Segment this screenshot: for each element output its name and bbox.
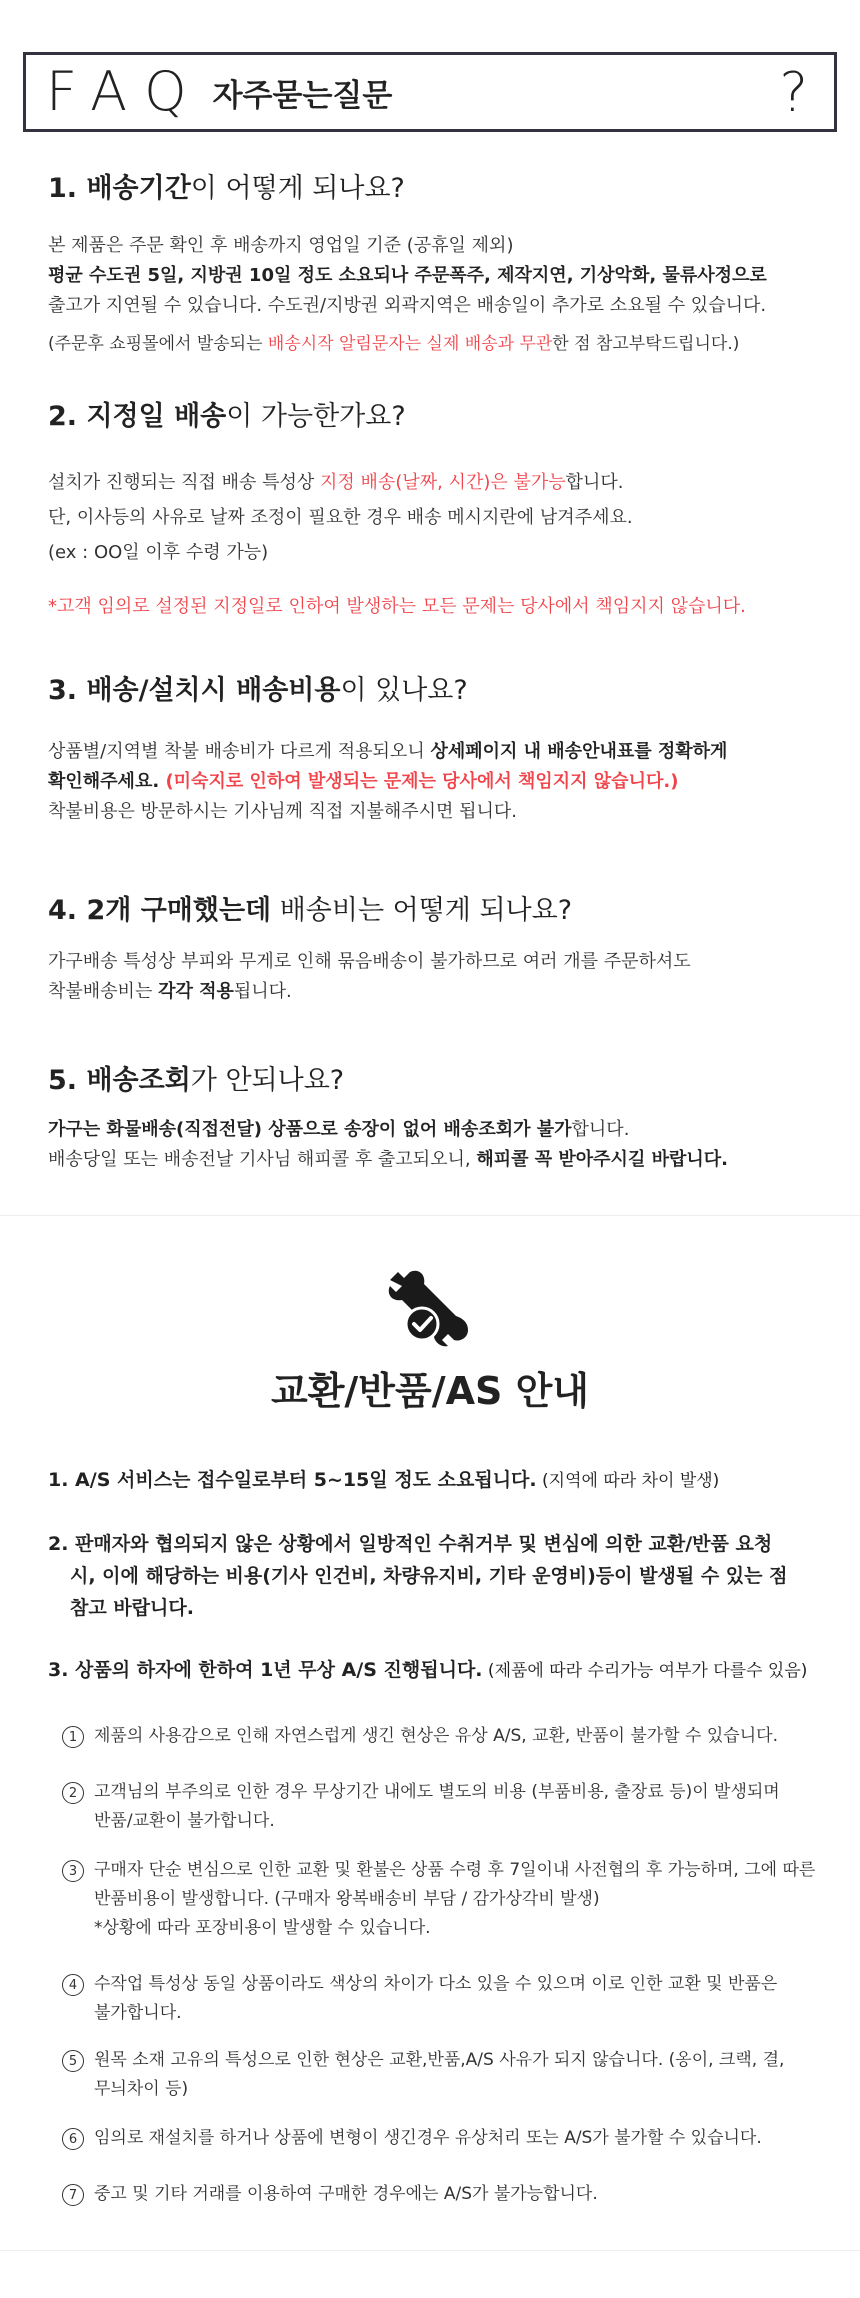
text-run-bold: 해피콜 꼭 받아주시길 바랍니다. — [476, 1149, 728, 1170]
section-title-rest: 이 있나요? — [340, 675, 468, 706]
faq-section-tracking — [48, 1058, 838, 1175]
as-item — [48, 1528, 838, 1624]
as-item — [48, 1464, 838, 1497]
section-line: 가구배송 특성상 부피와 무게로 인해 묶음배송이 불가하므로 여러 개를 주문하셔도 — [48, 951, 691, 972]
section-title-bold: 1. 배송기간 — [48, 173, 191, 204]
section-line — [48, 977, 838, 1007]
circle-number-icon: 7 — [62, 2184, 84, 2206]
section-line — [48, 737, 838, 767]
section-line: 단, 이사등의 사유로 날짜 조정이 필요한 경우 배송 메시지란에 남겨주세요. — [48, 507, 633, 528]
circle-number-icon: 5 — [62, 2050, 84, 2072]
text-run-red: (미숙지로 인하여 발생되는 문제는 당사에서 책임지지 않습니다.) — [159, 771, 679, 792]
text-run-bold: 가구는 화물배송(직접전달) 상품으로 송장이 없어 배송조회가 불가 — [48, 1119, 572, 1140]
as-sub-item — [62, 1778, 842, 1836]
sub-item-line: 원목 소재 고유의 특성으로 인한 현상은 교환,반품,A/S 사유가 되지 않습니다. (옹이, 크랙, 결, — [94, 2050, 785, 2070]
circle-number-icon: 1 — [62, 1726, 84, 1748]
as-item-main: 3. 상품의 하자에 한하여 1년 무상 A/S 진행됩니다. — [48, 1659, 483, 1681]
section-title-rest: 배송비는 어떻게 되나요? — [271, 895, 573, 926]
question-mark-icon: ? — [779, 61, 808, 124]
as-sub-item — [62, 1856, 842, 1943]
sub-item-line: 반품비용이 발생합니다. (구매자 왕복배송비 부담 / 감가상각비 발생) — [94, 1889, 600, 1909]
as-sub-item — [62, 2180, 842, 2209]
section-line — [48, 329, 838, 359]
circle-number-icon: 3 — [62, 1860, 84, 1882]
text-run-bold: 상세페이지 내 배송안내표를 정확하게 — [430, 741, 728, 762]
sub-item-line: 중고 및 기타 거래를 이용하여 구매한 경우에는 A/S가 불가능합니다. — [94, 2184, 598, 2204]
as-sub-item — [62, 2046, 842, 2104]
section-line — [48, 465, 838, 500]
section-title — [48, 888, 838, 927]
section-title — [48, 166, 838, 205]
warning-line: *고객 임의로 설정된 지정일로 인하여 발생하는 모든 문제는 당사에서 책임지지 않습니다. — [48, 596, 746, 617]
circle-number-icon: 2 — [62, 1782, 84, 1804]
wrench-check-icon — [384, 1268, 474, 1348]
sub-item-line: 고객님의 부주의로 인한 경우 무상기간 내에도 별도의 비용 (부품비용, 출장료 등)이 발생되며 — [94, 1782, 780, 1802]
sub-item-line: 불가합니다. — [94, 2003, 182, 2023]
text-run: 배송당일 또는 배송전날 기사님 해피콜 후 출고되오니, — [48, 1149, 477, 1170]
as-item-note: (지역에 따라 차이 발생) — [536, 1471, 720, 1491]
faq-header-box — [23, 52, 837, 132]
text-run: (주문후 쇼핑몰에서 발송되는 — [48, 334, 268, 354]
text-run: 평균 수도권 5일, 지방권 10일 정도 소요되나 주문폭주, 제작지연, 기상악화, 물류사정으로 — [48, 265, 767, 286]
text-run: 됩니다. — [233, 981, 292, 1002]
as-item-note: (제품에 따라 수리가능 여부가 다를수 있음) — [482, 1661, 808, 1681]
section-line — [48, 767, 838, 797]
text-run-bold: 각각 적용 — [158, 981, 234, 1002]
faq-subtitle: 자주묻는질문 — [212, 77, 393, 114]
text-run-red: 배송시작 알림문자는 실제 배송과 무관 — [267, 334, 553, 354]
circle-number-icon: 4 — [62, 1974, 84, 1996]
faq-section-multiple-purchase — [48, 888, 838, 1007]
section-title — [48, 394, 838, 433]
section-title-bold: 3. 배송/설치시 배송비용 — [48, 675, 341, 706]
text-run: 한 점 참고부탁드립니다.) — [552, 334, 740, 354]
sub-item-line: 수작업 특성상 동일 상품이라도 색상의 차이가 다소 있을 수 있으며 이로 인한 교환 및 반품은 — [94, 1974, 778, 1994]
faq-section-scheduled-delivery — [48, 394, 838, 622]
section-title — [48, 1058, 838, 1097]
section-divider — [0, 1215, 860, 1216]
bottom-divider — [0, 2250, 860, 2251]
section-title — [48, 668, 838, 707]
section-line — [48, 1145, 838, 1175]
section-title-bold: 4. 2개 구매했는데 — [48, 895, 272, 926]
sub-item-line: 반품/교환이 불가합니다. — [94, 1811, 275, 1831]
section-line — [48, 1115, 838, 1145]
faq-logo: FAQ — [46, 60, 205, 123]
as-item-main-cont: 시, 이에 해당하는 비용(기사 인건비, 차량유지비, 기타 운영비)등이 발생될 수 있는 점 — [70, 1565, 788, 1587]
section-title-rest: 이 가능한가요? — [226, 401, 406, 432]
as-title: 교환/반품/AS 안내 — [270, 1369, 589, 1413]
sub-item-line: 임의로 재설치를 하거나 상품에 변형이 생긴경우 유상처리 또는 A/S가 불가할 수 있습니다. — [94, 2128, 762, 2148]
section-line: 출고가 지연될 수 있습니다. 수도권/지방권 외곽지역은 배송일이 추가로 소요될 수 있습니다. — [48, 295, 767, 316]
section-line: 본 제품은 주문 확인 후 배송까지 영업일 기준 (공휴일 제외) — [48, 235, 514, 256]
circle-number-icon: 6 — [62, 2128, 84, 2150]
as-item-main: 1. A/S 서비스는 접수일로부터 5~15일 정도 소요됩니다. — [48, 1469, 537, 1491]
section-line — [48, 261, 838, 291]
as-item — [48, 1654, 838, 1687]
section-line: (ex : OO일 이후 수령 가능) — [48, 542, 269, 563]
as-sub-item — [62, 1970, 842, 2028]
text-run: 상품별/지역별 착불 배송비가 다르게 적용되오니 — [48, 741, 431, 762]
section-title-bold: 5. 배송조회 — [48, 1065, 191, 1096]
section-title-rest: 이 어떻게 되나요? — [190, 173, 405, 204]
text-run-bold: 확인해주세요. — [48, 771, 160, 792]
as-sub-item — [62, 1722, 842, 1751]
text-run: 착불배송비는 — [48, 981, 159, 1002]
text-run: 설치가 진행되는 직접 배송 특성상 — [48, 472, 321, 493]
section-title-bold: 2. 지정일 배송 — [48, 401, 227, 432]
as-item-main: 2. 판매자와 협의되지 않은 상황에서 일방적인 수취거부 및 변심에 의한 교환/반품 요청 — [48, 1533, 773, 1555]
faq-section-delivery-cost — [48, 668, 838, 827]
faq-section-shipping-period — [48, 166, 838, 359]
text-run: 합니다. — [565, 472, 624, 493]
text-run: 합니다. — [571, 1119, 630, 1140]
as-item-main-cont: 참고 바랍니다. — [70, 1597, 194, 1619]
sub-item-line: 제품의 사용감으로 인해 자연스럽게 생긴 현상은 유상 A/S, 교환, 반품이 불가할 수 있습니다. — [94, 1726, 778, 1746]
section-title-rest: 가 안되나요? — [190, 1065, 345, 1096]
section-line: 착불비용은 방문하시는 기사님께 직접 지불해주시면 됩니다. — [48, 801, 518, 822]
sub-item-line: 무늬차이 등) — [94, 2079, 189, 2099]
sub-item-line: *상황에 따라 포장비용이 발생할 수 있습니다. — [94, 1918, 431, 1938]
as-sub-item — [62, 2124, 842, 2153]
sub-item-line: 구매자 단순 변심으로 인한 교환 및 환불은 상품 수령 후 7일이내 사전협의 후 가능하며, 그에 따른 — [94, 1860, 816, 1880]
text-run-red: 지정 배송(날짜, 시간)은 불가능 — [320, 472, 566, 493]
